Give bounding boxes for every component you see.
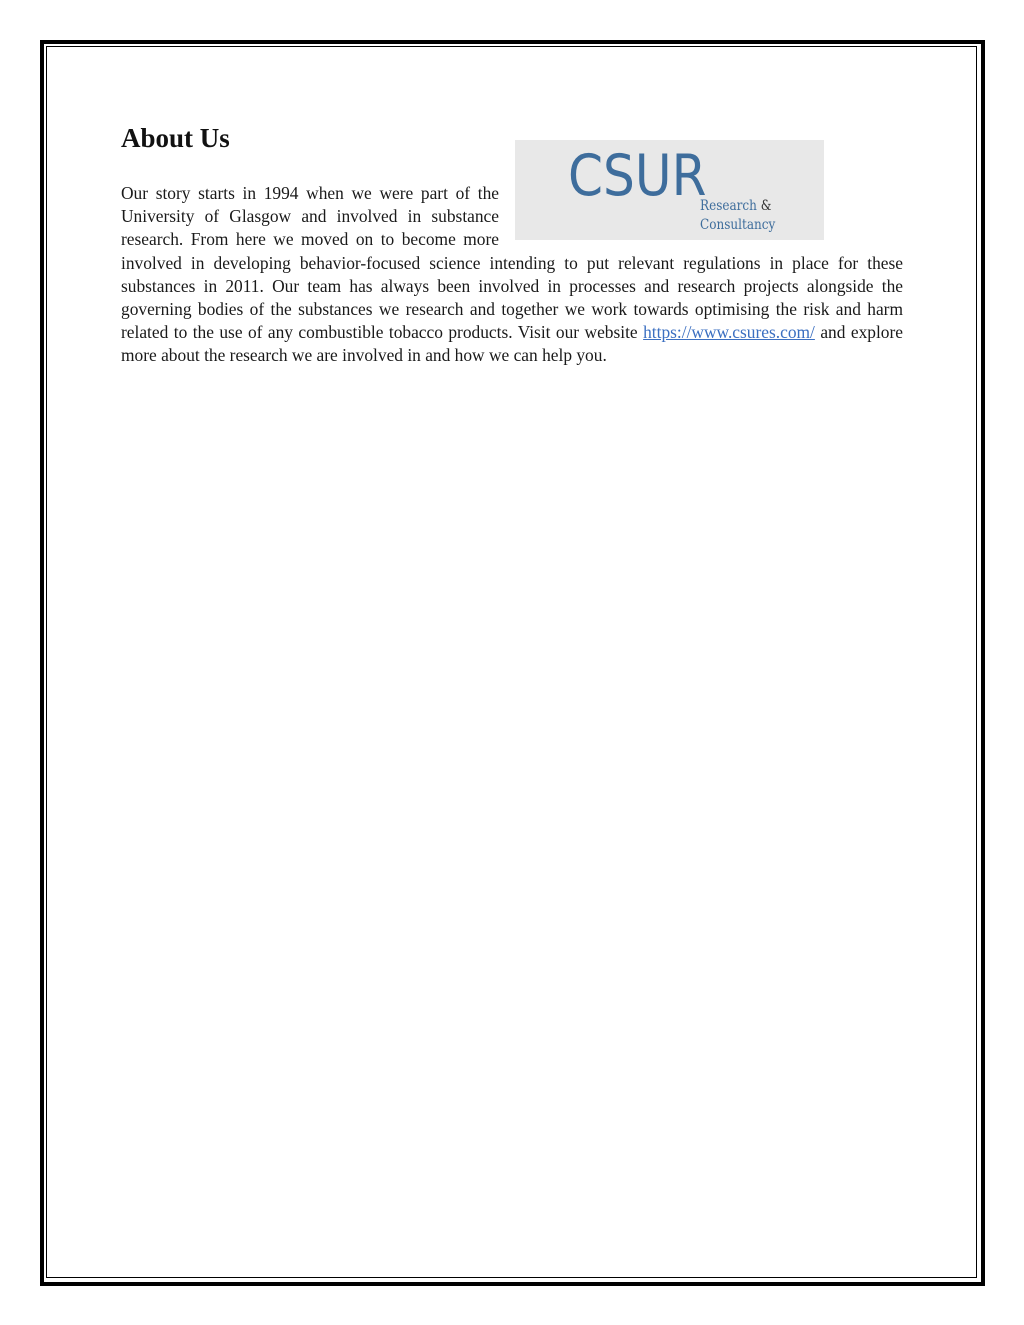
logo-tagline-consultancy: Consultancy [700,217,776,233]
about-section [121,118,903,368]
paragraph-text-end: and explore more about the research we are involved in and how we can help you. [121,322,904,366]
website-link[interactable]: https://www.csures.com/ [643,322,815,343]
logo-research-text: Research [700,198,757,214]
logo-tagline-research [700,197,771,215]
logo-wordmark: CSUR [568,143,707,209]
csur-logo [515,140,824,240]
page-title: About Us [121,123,230,153]
about-paragraph [121,143,904,368]
paragraph-text: Our story starts in 1994 when we were part of the University of Glasgow and involved in substance research. From here we moved on to become more involved in developing behavior-focused science intending to put relevant regulations in place for these substances in 2011. Our team has always been involved in processes and research projects alongside the governing bodies of the substances we research and together we work towards optimising the risk and harm related to the use of any combustible tobacco products. Visit our website [121,183,903,343]
logo-ampersand: & [760,198,772,214]
